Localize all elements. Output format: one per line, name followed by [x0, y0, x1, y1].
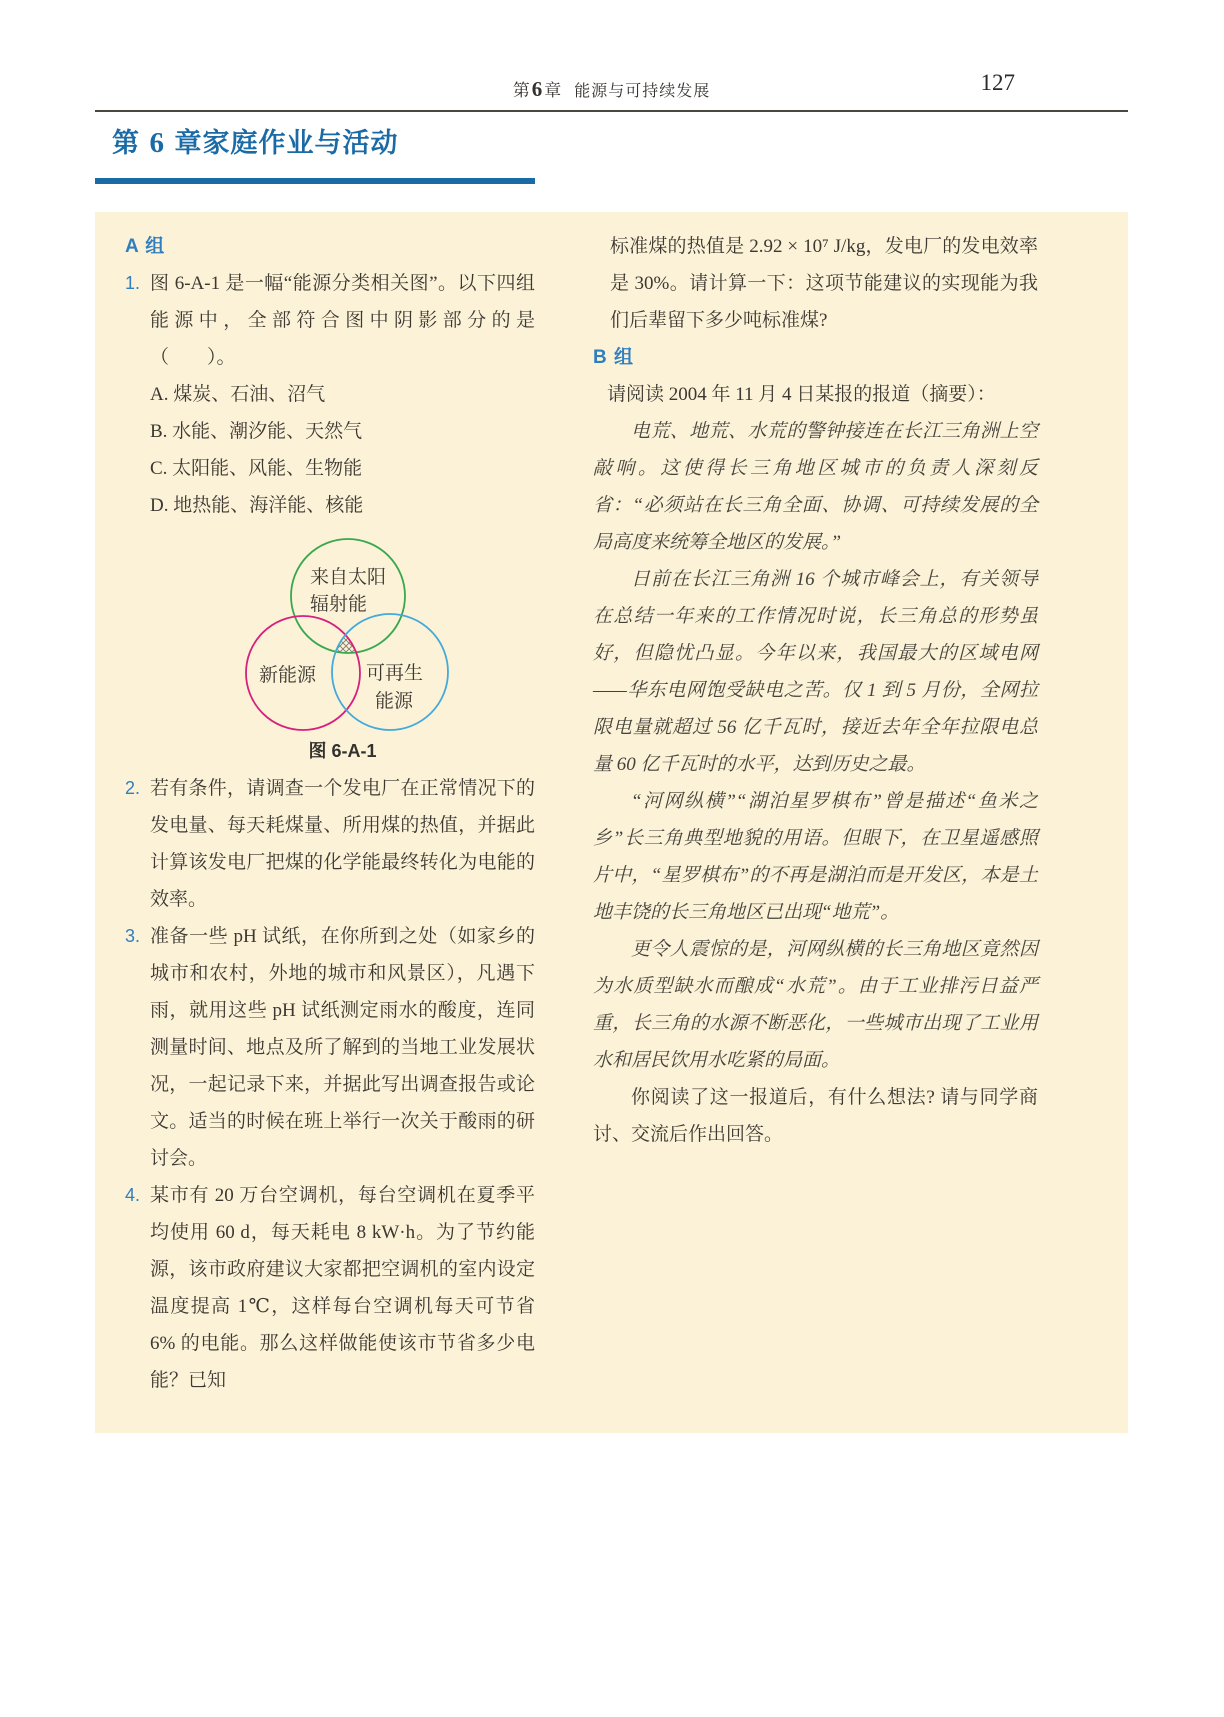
question-2 [125, 770, 535, 918]
report-paragraph-3: “河网纵横”“湖泊星罗棋布”曾是描述“鱼米之乡”长三角典型地貌的用语。但眼下，在卫星遥感照片中，“星罗棋布”的不再是湖泊而是开发区，本是土地丰饶的长三角地区已出现“地荒”。 [593, 791, 1038, 923]
venn-diagram [220, 532, 465, 734]
running-chapter [95, 76, 1128, 102]
venn-label-solar-line2: 辐射能 [310, 594, 368, 615]
chapter-prefix: 第 [512, 81, 530, 100]
venn-label-solar-line1: 来自太阳 [310, 567, 387, 588]
left-column [125, 228, 535, 1399]
section-title-number: 6 [149, 127, 166, 159]
header-rule [95, 110, 1128, 112]
question-3-text: 准备一些 pH 试纸，在你所到之处（如家乡的城市和农村，外地的城市和风景区），凡遇下雨，就用这些 pH 试纸测定雨水的酸度，连同测量时间、地点及所了解到的当地工业发展状况，一起记录下来，并据此写出调查报告或论文。适当的时候在班上举行一次关于酸雨的研讨会。 [150, 926, 535, 1169]
chapter-suffix: 章 [544, 81, 562, 100]
figure-caption: 图 6-A-1 [308, 741, 377, 761]
running-header [95, 70, 1128, 108]
question-4 [125, 1177, 535, 1399]
venn-label-new-energy: 新能源 [259, 665, 317, 686]
question-4-text: 某市有 20 万台空调机，每台空调机在夏季平均使用 60 d，每天耗电 8 kW·h。为了节约能源，该市政府建议大家都把空调机的室内设定温度提高 1℃，这样每台空调机每天可节省 6% 的电能。那么这样做能使该市节省多少电能？已知 [150, 1185, 535, 1391]
question-1 [125, 265, 535, 766]
question-3 [125, 918, 535, 1177]
option-a: A. 煤炭、石油、沼气 [150, 384, 326, 405]
report-paragraph-1: 电荒、地荒、水荒的警钟接连在长江三角洲上空敲响。这使得长三角地区城市的负责人深刻反省：“必须站在长三角全面、协调、可持续发展的全局高度来统筹全地区的发展。” [593, 421, 1038, 553]
section-title-prefix: 第 [112, 128, 149, 158]
question-2-text: 若有条件，请调查一个发电厂在正常情况下的发电量、每天耗煤量、所用煤的热值，并据此计算该发电厂把煤的化学能最终转化为电能的效率。 [150, 778, 535, 910]
group-a-label: A 组 [125, 236, 166, 257]
report-paragraph-4: 更令人震惊的是，河网纵横的长三角地区竟然因为水质型缺水而酿成“水荒”。由于工业排污日益严重，长三角的水源不断恶化，一些城市出现了工业用水和居民饮用水吃紧的局面。 [593, 939, 1038, 1071]
question-3-number: 3. [125, 926, 141, 946]
section-title-suffix: 章家庭作业与活动 [166, 128, 399, 158]
question-1-number: 1. [125, 273, 141, 293]
homework-panel [95, 212, 1128, 1433]
report-paragraph-2: 日前在长江三角洲 16 个城市峰会上，有关领导在总结一年来的工作情况时说，长三角总的形势虽好，但隐忧凸显。今年以来，我国最大的区域电网——华东电网饱受缺电之苦。仅 1 到 5 月份，全网拉限电量就超过 56 亿千瓦时，接近去年全年拉限电总量 60 亿千瓦时的水平，达到历史之最。 [593, 569, 1038, 775]
chapter-number: 6 [531, 77, 543, 101]
question-4-number: 4. [125, 1185, 141, 1205]
section-title [112, 121, 399, 160]
venn-figure [150, 532, 535, 766]
question-1-text: 图 6-A-1 是一幅“能源分类相关图”。以下四组能源中，全部符合图中阴影部分的是（ ）。 [150, 273, 535, 368]
venn-label-renewable-line2: 能源 [375, 691, 414, 712]
right-column [593, 228, 1038, 1399]
option-d: D. 地热能、海洋能、核能 [150, 495, 364, 516]
page-number: 127 [980, 70, 1015, 95]
closing-paragraph: 你阅读了这一报道后，有什么想法? 请与同学商讨、交流后作出回答。 [593, 1087, 1038, 1145]
chapter-title: 能源与可持续发展 [574, 83, 711, 100]
question-2-number: 2. [125, 778, 141, 798]
group-b-label: B 组 [593, 347, 635, 368]
reading-intro: 请阅读 2004 年 11 月 4 日某报的报道（摘要）： [607, 384, 996, 405]
venn-label-renewable-line1: 可再生 [366, 663, 424, 684]
option-c: C. 太阳能、风能、生物能 [150, 458, 363, 479]
question-4-continuation: 标准煤的热值是 2.92 × 10⁷ J/kg，发电厂的发电效率是 30%。请计算一下：这项节能建议的实现能为我们后辈留下多少吨标准煤? [610, 236, 1038, 331]
option-b: B. 水能、潮汐能、天然气 [150, 421, 363, 442]
title-underline [95, 178, 535, 184]
